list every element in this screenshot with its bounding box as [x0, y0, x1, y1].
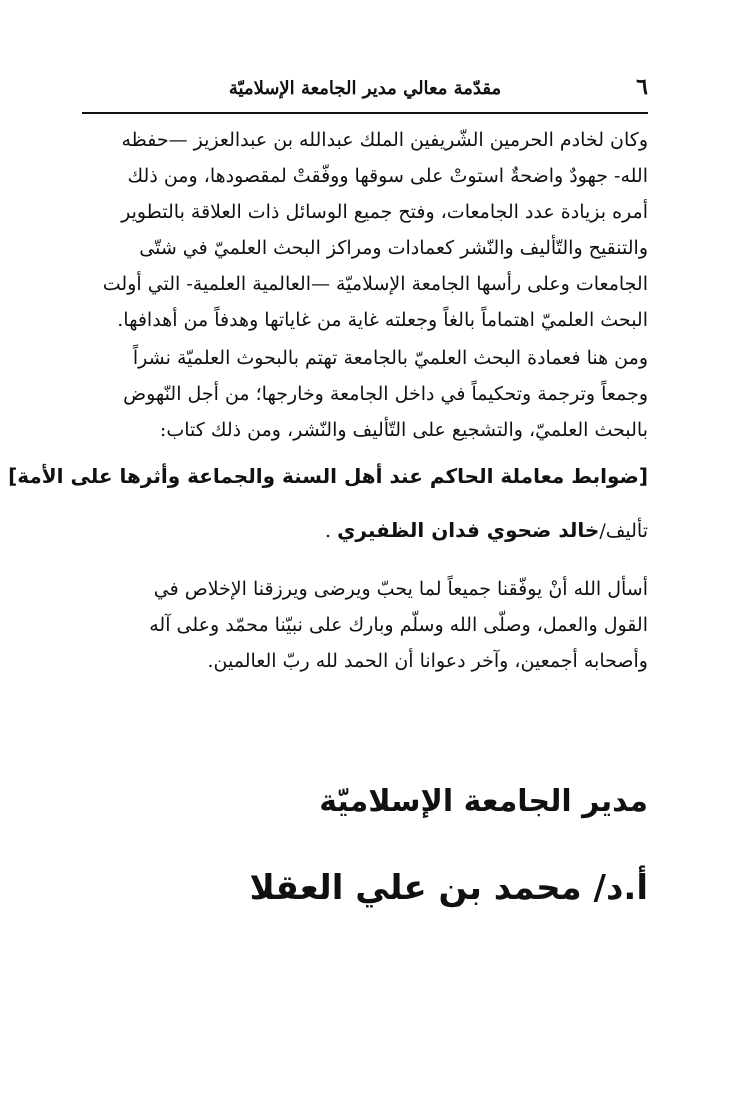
text-line: والتنقيح والتّأليف والنّشر كعمادات ومراكز البحث العلميّ في شتّى: [139, 237, 648, 259]
text-line: وكان لخادم الحرمين الشّريفين الملك عبدالله بن عبدالعزيز —حفظه: [121, 129, 648, 151]
signature-title: مدير الجامعة الإسلاميّة: [319, 784, 648, 819]
paragraph-3: [80, 571, 648, 679]
body-text: [8, 122, 648, 679]
text-line: الله- جهودٌ واضحةٌ استوتْ على سوقها ووفّقتْ لمقصودها، ومن ذلك: [127, 165, 648, 187]
author-line: [80, 510, 648, 551]
text-line: بالبحث العلميّ، والتشجيع على التّأليف والنّشر، ومن ذلك كتاب:: [159, 419, 648, 441]
text-line: أمره بزيادة عدد الجامعات، وفتح جميع الوسائل ذات العلاقة بالتطوير: [121, 201, 648, 223]
text-line: الجامعات وعلى رأسها الجامعة الإسلاميّة —العالمية العلمية- التي أولت: [102, 273, 648, 295]
page-number: ٦: [636, 74, 648, 100]
text-line: أسأل الله أنْ يوفّقنا جميعاً لما يحبّ ويرضى ويرزقنا الإخلاص في: [153, 578, 648, 600]
text-line: القول والعمل، وصلّى الله وسلّم وبارك على نبيّنا محمّد وعلى آله: [149, 614, 648, 636]
text-line: وجمعاً وترجمة وتحكيماً في داخل الجامعة وخارجها؛ من أجل النّهوض: [123, 383, 648, 405]
paragraph-2: [80, 340, 648, 448]
paragraph-1: [80, 122, 648, 338]
author-suffix: .: [324, 520, 338, 542]
text-line: وأصحابه أجمعين، وآخر دعوانا أن الحمد لله ربّ العالمين.: [207, 650, 648, 672]
running-title: مقدّمة معالي مدير الجامعة الإسلاميّة: [228, 78, 502, 99]
author-name: خالد ضحوي فدان الظفيري: [337, 518, 600, 542]
page-header: [82, 72, 648, 108]
book-title: [ضوابط معاملة الحاكم عند أهل السنة والجماعة وأثرها على الأمة]: [8, 464, 648, 488]
text-line: البحث العلميّ اهتماماً بالغاً وجعلته غاية من غاياتها وهدفاً من أهدافها.: [117, 309, 648, 331]
text-line: ومن هنا فعمادة البحث العلميّ بالجامعة تهتم بالبحوث العلميّة نشراً: [132, 347, 648, 369]
header-rule: [82, 112, 648, 114]
signature-name: أ.د/ محمد بن علي العقلا: [249, 868, 648, 908]
author-prefix: تأليف/: [599, 520, 648, 542]
